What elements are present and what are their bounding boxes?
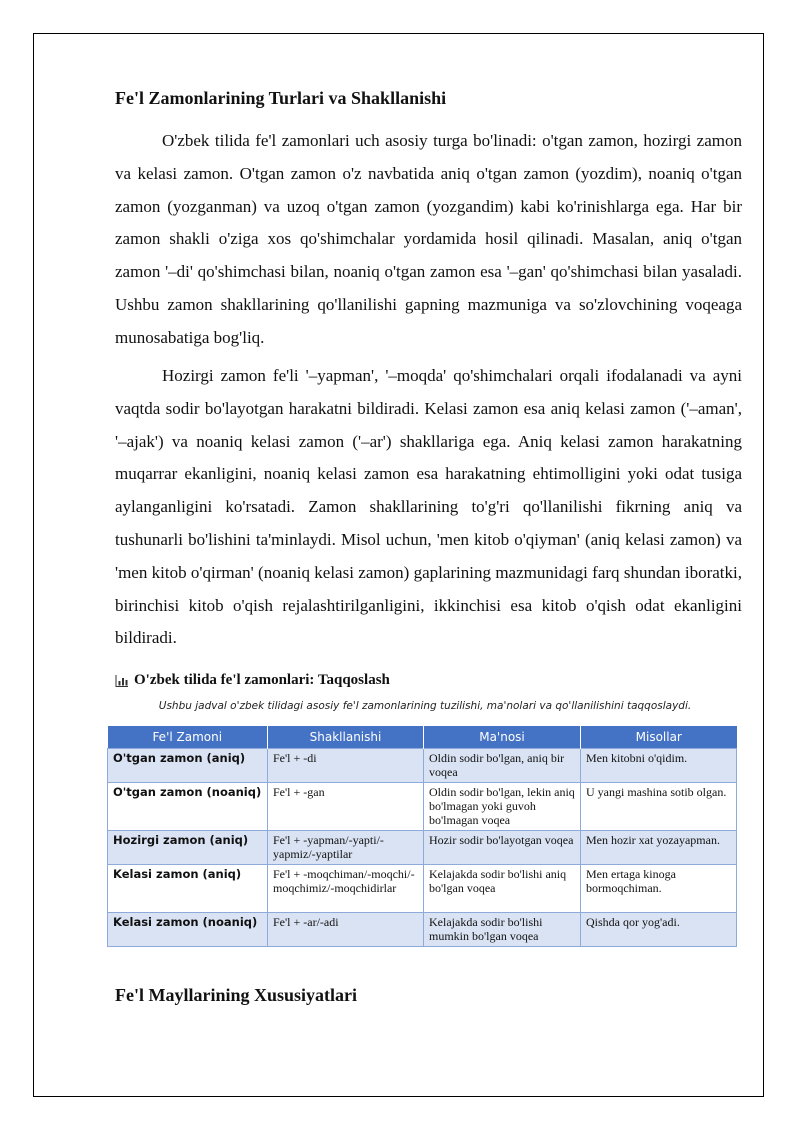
table-title-text: O'zbek tilida fe'l zamonlari: Taqqoslash [134,672,390,688]
table-header-row [108,726,737,749]
cell-tense: O'tgan zamon (noaniq) [108,783,268,831]
table-caption: Ushbu jadval o'zbek tilidagi asosiy fe'l zamonlarining tuzilishi, ma'nolari va qo'llanilishini taqqoslaydi. [158,700,692,712]
column-header-examples: Misollar [581,726,737,749]
cell-example: U yangi mashina sotib olgan. [581,783,737,831]
column-header-formation: Shakllanishi [268,726,424,749]
cell-formation: Fe'l + -gan [268,783,424,831]
table-row [108,783,737,831]
cell-tense: Kelasi zamon (aniq) [108,865,268,913]
cell-tense: Hozirgi zamon (aniq) [108,831,268,865]
tense-comparison-table [107,726,737,947]
table-row [108,749,737,783]
cell-meaning: Hozir sodir bo'layotgan voqea [424,831,581,865]
section-heading-moods: Fe'l Mayllarining Xususiyatlari [115,985,358,1005]
cell-meaning: Oldin sodir bo'lgan, lekin aniq bo'lmagan yoki guvoh bo'lmagan voqea [424,783,581,831]
table-row [108,831,737,865]
section-heading-tenses: Fe'l Zamonlarining Turlari va Shakllanishi [115,88,447,108]
cell-meaning: Oldin sodir bo'lgan, aniq bir voqea [424,749,581,783]
table-row [108,865,737,913]
cell-example: Men kitobni o'qidim. [581,749,737,783]
cell-example: Men ertaga kinoga bormoqchiman. [581,865,737,913]
cell-tense: O'tgan zamon (aniq) [108,749,268,783]
bar-chart-icon [115,675,128,687]
cell-meaning: Kelajakda sodir bo'lishi mumkin bo'lgan voqea [424,913,581,947]
column-header-meaning: Ma'nosi [424,726,581,749]
cell-formation: Fe'l + -yapman/-yapti/-yapmiz/-yaptilar [268,831,424,865]
table-row [108,913,737,947]
cell-tense: Kelasi zamon (noaniq) [108,913,268,947]
column-header-tense: Fe'l Zamoni [108,726,268,749]
table-title [115,672,742,689]
cell-example: Men hozir xat yozayapman. [581,831,737,865]
cell-formation: Fe'l + -ar/-adi [268,913,424,947]
cell-example: Qishda qor yog'adi. [581,913,737,947]
paragraph-present-future-tense: Hozirgi zamon fe'li '–yapman', '–moqda' qo'shimchalari orqali ifodalanadi va ayni vaqtda sodir bo'layotgan harakatni bildiradi. Kelasi zamon esa aniq kelasi zamon ('–aman', '–ajak') va noaniq kelasi zamon ('–ar') shakllariga ega. Aniq kelasi zamon harakatning muqarrar ekanligini, noaniq kelasi zamon esa harakatning ehtimolligini yoki odat tusiga aylanganligini ko'rsatadi. Zamon shakllarining to'g'ri qo'llanilishi fikrning aniq va tushunarli bo'lishini ta'minlaydi. Misol uchun, 'men kitob o'qiyman' (aniq kelasi zamon) va 'men kitob o'qirman' (noaniq kelasi zamon) gaplarining mazmunidagi farq shundan iboratki, birinchisi kitob o'qish rejalashtirilganligini, ikkinchisi esa kitob o'qish odat ekanligini bildiradi. [115,366,742,648]
cell-formation: Fe'l + -di [268,749,424,783]
cell-formation: Fe'l + -moqchiman/-moqchi/-moqchimiz/-moqchidirlar [268,865,424,913]
cell-meaning: Kelajakda sodir bo'lishi aniq bo'lgan voqea [424,865,581,913]
paragraph-past-tense: O'zbek tilida fe'l zamonlari uch asosiy turga bo'linadi: o'tgan zamon, hozirgi zamon va kelasi zamon. O'tgan zamon o'z navbatida aniq o'tgan zamon (yozdim), noaniq o'tgan zamon (yozganman) va uzoq o'tgan zamon (yozgandim) kabi ko'rinishlarga ega. Har bir zamon shakli o'ziga xos qo'shimchalar yordamida hosil qilinadi. Masalan, aniq o'tgan zamon '–di' qo'shimchasi bilan, noaniq o'tgan zamon esa '–gan' qo'shimchasi bilan yasaladi. Ushbu zamon shakllarining qo'llanilishi gapning mazmuniga va so'zlovchining voqeaga munosabatiga bog'liq. [115,131,742,347]
